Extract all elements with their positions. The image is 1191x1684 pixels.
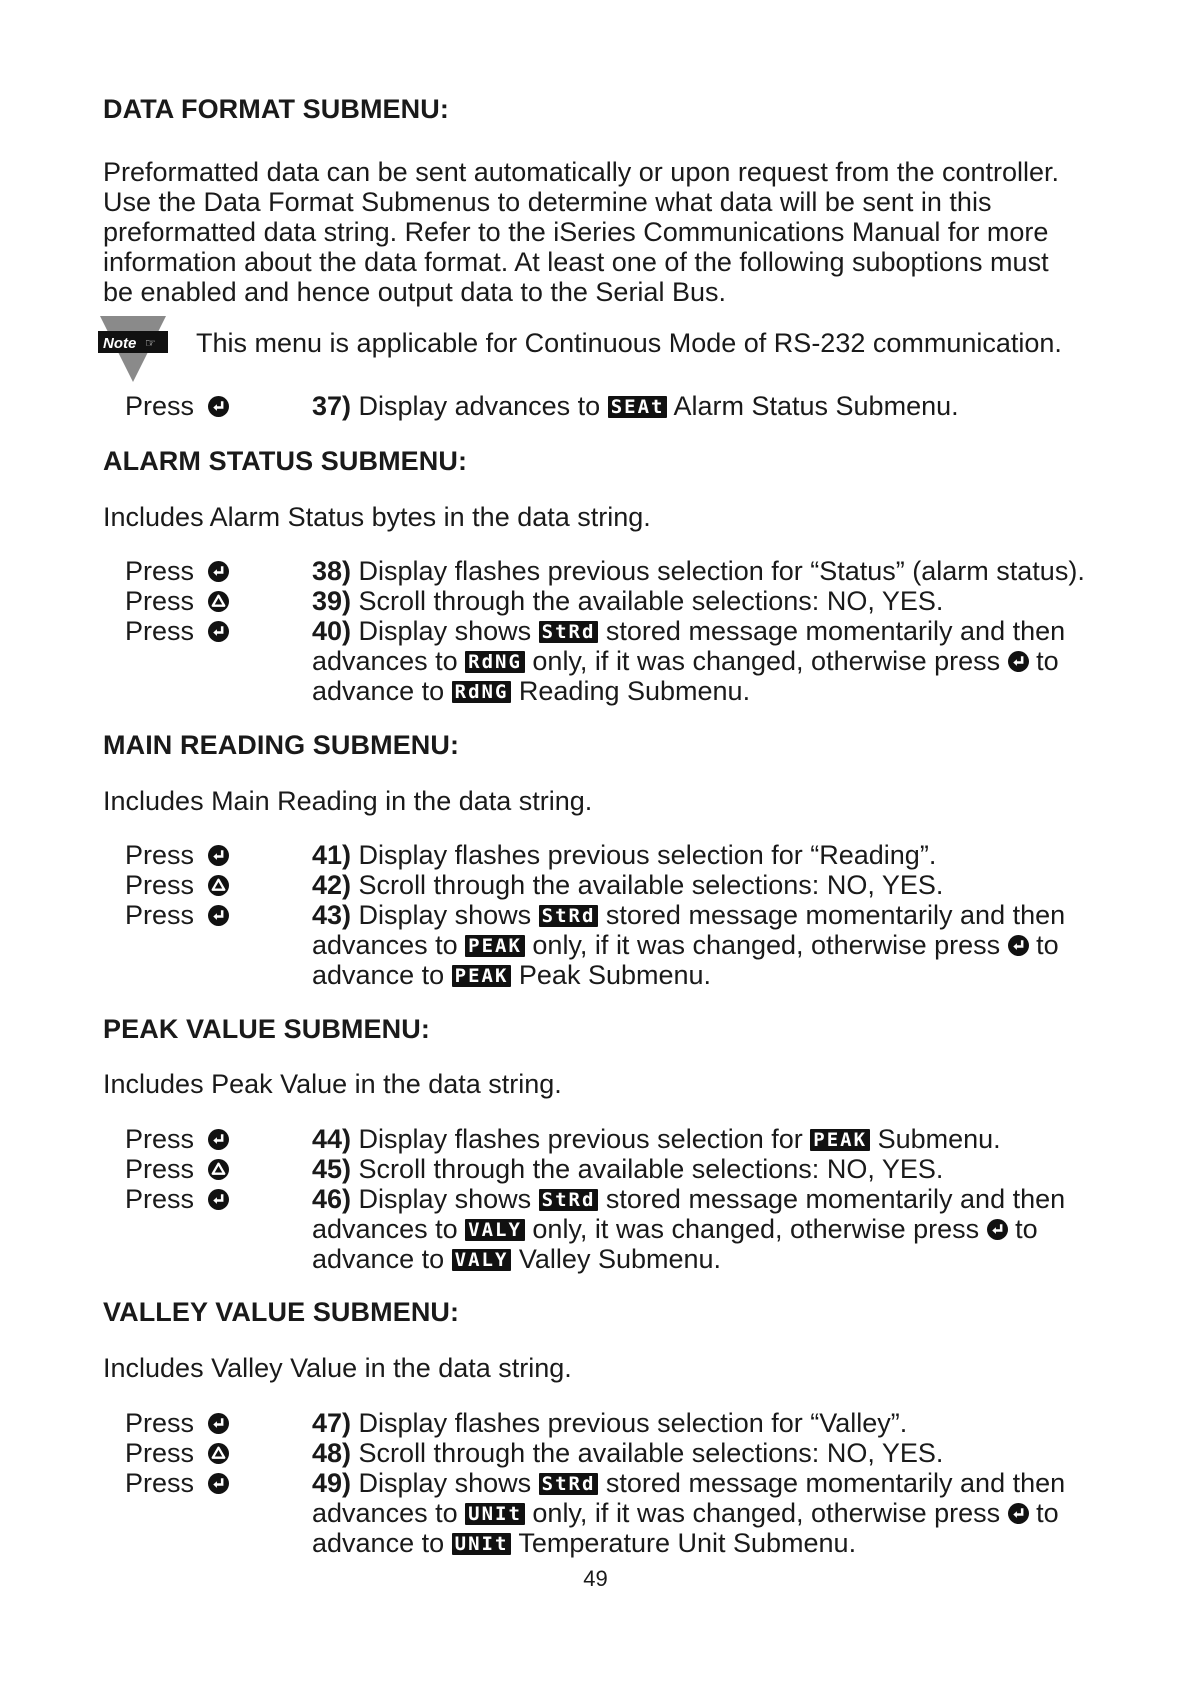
peak-value-heading: PEAK VALUE SUBMENU: — [103, 1014, 430, 1044]
step-37: Press 37) Display advances to SEAt Alarm Status Submenu. — [125, 391, 959, 421]
enter-key-icon — [208, 1473, 229, 1494]
lcd-display: StRd — [539, 1189, 599, 1211]
svg-text:☞: ☞ — [145, 336, 156, 350]
enter-key-icon — [208, 1189, 229, 1210]
lcd-display: SEAt — [608, 396, 668, 418]
step-49: Press 49) Display shows StRd stored message momentarily and then — [125, 1468, 1066, 1498]
up-key-icon — [208, 1159, 229, 1180]
enter-key-icon — [208, 396, 229, 417]
step-46: Press 46) Display shows StRd stored message momentarily and then — [125, 1184, 1066, 1214]
alarm-status-heading: ALARM STATUS SUBMENU: — [103, 446, 468, 476]
data-format-paragraph: Preformatted data can be sent automatically or upon request from the controller. Use the Data Format Submenus to determine what data will be sent in this preformatted data string. Refer to the iSeries Communications Manual for more information about the data format. At least one of the following suboptions must be enabled and hence output data to the Serial Bus. — [103, 157, 1060, 307]
peak-value-steps: Press 44) Display flashes previous selection for PEAK Submenu. Press 45) Scroll through the available selections: NO, YES. Press 46) Display shows StRd stored message momentarily and then advances to VALY only, it was changed, otherwise press to advance to VALY Valley Submenu. — [125, 1124, 1155, 1274]
enter-key-icon — [987, 1219, 1008, 1240]
lcd-display: RdNG — [465, 651, 525, 673]
lcd-display: PEAK — [810, 1129, 870, 1151]
up-key-icon — [208, 875, 229, 896]
enter-key-icon — [208, 1413, 229, 1434]
enter-key-icon — [208, 1129, 229, 1150]
main-reading-intro: Includes Main Reading in the data string. — [103, 786, 593, 816]
lcd-display: VALY — [452, 1249, 512, 1271]
step-38: Press 38) Display flashes previous selection for “Status” (alarm status). — [125, 556, 1085, 586]
note-text: This menu is applicable for Continuous Mode of RS-232 communication. — [196, 328, 1062, 358]
valley-value-heading: VALLEY VALUE SUBMENU: — [103, 1297, 460, 1327]
valley-value-steps: Press 47) Display flashes previous selection for “Valley”. Press 48) Scroll through the available selections: NO, YES. Press 49) Display shows StRd stored message momentarily and then advances to UNIt only, if it was changed, otherwise press to advance to UNIt Temperature Unit Submenu. — [125, 1408, 1155, 1558]
lcd-display: RdNG — [452, 681, 512, 703]
step-42: Press 42) Scroll through the available selections: NO, YES. — [125, 870, 944, 900]
step-40: Press 40) Display shows StRd stored message momentarily and then — [125, 616, 1066, 646]
lcd-display: PEAK — [465, 935, 525, 957]
step-47: Press 47) Display flashes previous selection for “Valley”. — [125, 1408, 908, 1438]
step-44: Press 44) Display flashes previous selection for PEAK Submenu. — [125, 1124, 1001, 1154]
data-format-heading: DATA FORMAT SUBMENU: — [103, 94, 449, 124]
lcd-display: StRd — [539, 905, 599, 927]
enter-key-icon — [208, 621, 229, 642]
main-reading-steps: Press 41) Display flashes previous selection for “Reading”. Press 42) Scroll through the available selections: NO, YES. Press 43) Display shows StRd stored message momentarily and then advances to PEAK only, if it was changed, otherwise press to advance to PEAK Peak Submenu. — [125, 840, 1155, 990]
step-45: Press 45) Scroll through the available selections: NO, YES. — [125, 1154, 944, 1184]
note — [98, 316, 1138, 384]
step-39: Press 39) Scroll through the available selections: NO, YES. — [125, 586, 944, 616]
lcd-display: StRd — [539, 1473, 599, 1495]
lcd-display: StRd — [539, 621, 599, 643]
lcd-display: VALY — [465, 1219, 525, 1241]
step-48: Press 48) Scroll through the available selections: NO, YES. — [125, 1438, 944, 1468]
enter-key-icon — [1008, 1503, 1029, 1524]
enter-key-icon — [1008, 651, 1029, 672]
step-43: Press 43) Display shows StRd stored message momentarily and then — [125, 900, 1066, 930]
note-label: Note — [103, 335, 137, 352]
peak-value-intro: Includes Peak Value in the data string. — [103, 1069, 562, 1099]
enter-key-icon — [208, 845, 229, 866]
enter-key-icon — [1008, 935, 1029, 956]
valley-value-intro: Includes Valley Value in the data string. — [103, 1353, 572, 1383]
alarm-status-steps: Press 38) Display flashes previous selection for “Status” (alarm status). Press 39) Scroll through the available selections: NO, YES. Press 40) Display shows StRd stored message momentarily and then advances to RdNG only, if it was changed, otherwise press to advance to RdNG Reading Submenu. — [125, 556, 1155, 706]
note-icon — [98, 316, 168, 384]
page-number: 49 — [583, 1566, 608, 1591]
lcd-display: UNIt — [452, 1533, 512, 1555]
enter-key-icon — [208, 561, 229, 582]
lcd-display: PEAK — [452, 965, 512, 987]
lcd-display: UNIt — [465, 1503, 525, 1525]
step-41: Press 41) Display flashes previous selection for “Reading”. — [125, 840, 937, 870]
enter-key-icon — [208, 905, 229, 926]
alarm-status-intro: Includes Alarm Status bytes in the data string. — [103, 502, 651, 532]
up-key-icon — [208, 591, 229, 612]
up-key-icon — [208, 1443, 229, 1464]
main-reading-heading: MAIN READING SUBMENU: — [103, 730, 460, 760]
